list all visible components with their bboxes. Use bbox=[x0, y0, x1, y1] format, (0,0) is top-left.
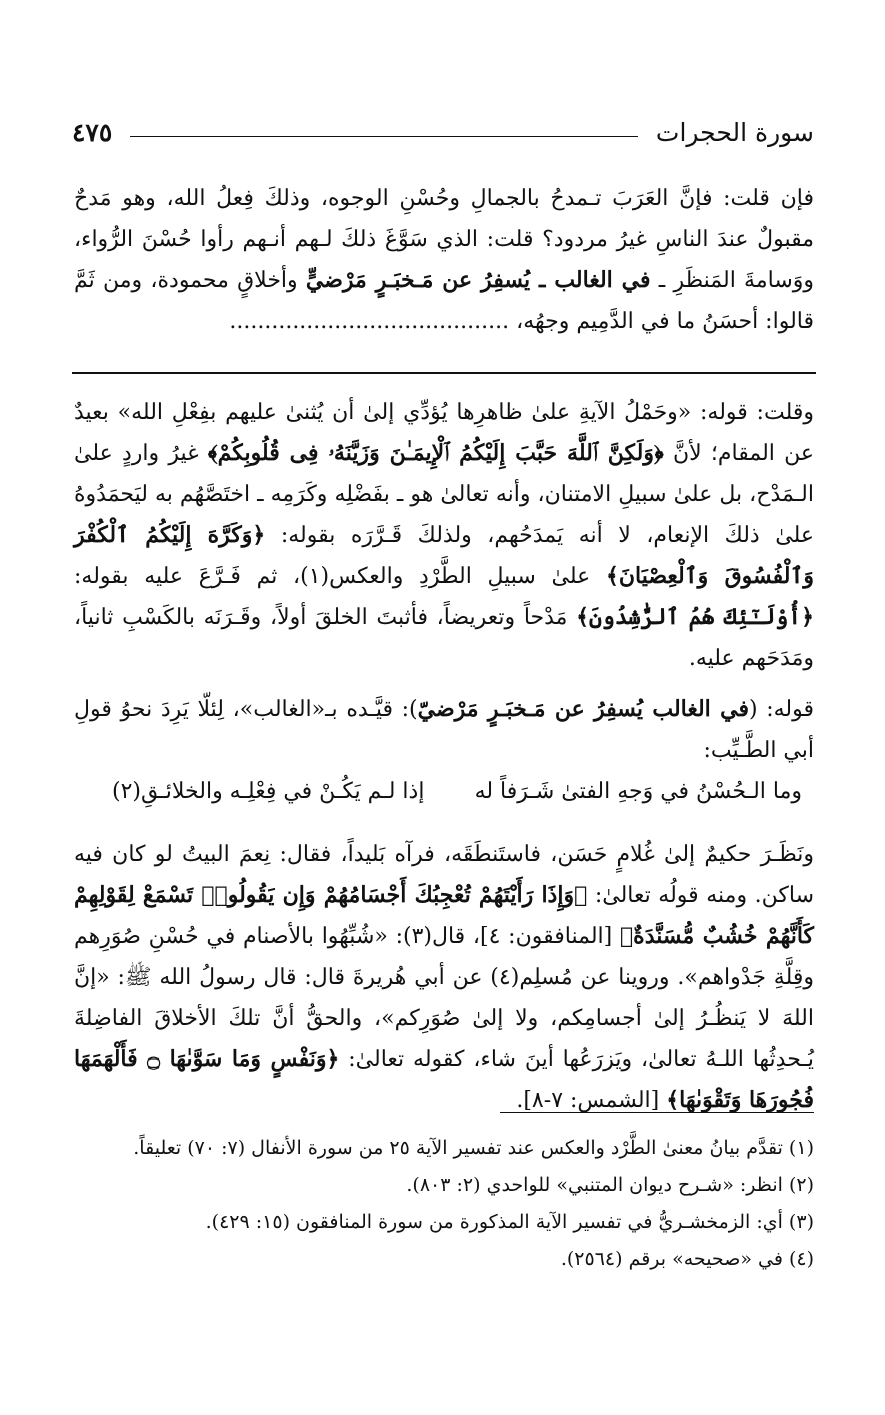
main-text-end: وأخلاقٍ محمودة، ومن ثَمَّ قالوا: أحسَنُ ما في الدَّمِيم وجهُه، ........................................ bbox=[74, 268, 814, 334]
commentary-text: [الشمس: ٧-٨]. bbox=[516, 1088, 667, 1113]
surah-title: سورة الحجرات bbox=[655, 118, 814, 147]
poem-verse bbox=[112, 772, 802, 812]
quran-verse: ﴿وَلَكِنَّ ٱللَّهَ حَبَّبَ إِلَيْكُمُ ٱلْإِيمَـٰنَ وَزَيَّنَهُۥ فِى قُلُوبِكُمْ﴾ bbox=[207, 440, 664, 466]
quran-verse: ﴿أُوْلَـٰٓئِكَ هُمُ ٱلرَّٰشِدُونَ﴾ bbox=[576, 604, 814, 630]
quran-verse: ﴿وَنَفْسٍ وَمَا سَوَّىٰهَا ۝ فَأَلْهَمَهَا فُجُورَهَا وَتَقْوَىٰهَا﴾ bbox=[74, 1046, 814, 1113]
commentary-text: غيرُ واردٍ علىٰ الـمَدْح، بل علىٰ سبيلِ الامتنان، وأنه تعالىٰ هو ـ بفَضْلِه وكَرَمِه ـ اختَصَّهُم به ليَحمَدُوهُ علىٰ ذلكَ الإنعام، لا أنه يَمدَحُهم، ولذلكَ قَـرَّرَه بقوله: bbox=[74, 441, 814, 548]
main-text bbox=[74, 178, 814, 342]
poem-hemistich-2: إذا لـم يَكُـنْ في فِعْلِـه والخلائـقِ(٢) bbox=[112, 779, 425, 804]
quoted-phrase: في الغالب يُسفِرُ عن مَـخبَـرٍ مَرْضيّ bbox=[417, 696, 749, 722]
quran-verse: ﴿وَإِذَا رَأَيْتَهُمْ تُعْجِبُكَ أَجْسَامُهُمْ وَإِن يَقُولُوا۟ تَسْمَعْ لِقَوْلِهِمْ كَأَنَّهُمْ خُشُبٌ مُّسَنَّدَةٌ﴾ bbox=[74, 882, 815, 949]
commentary-text: وقلت: قوله: «وحَمْلُ الآيةِ علىٰ ظاهرِها يُؤدِّي إلىٰ أن يُثنىٰ عليهم بفِعْلِ الله» بعيدٌ عن المقام؛ لأنَّ bbox=[74, 400, 814, 466]
commentary-continued bbox=[74, 834, 814, 1121]
footnote-2: (٢) انظر: «شـرح ديوان المتنبي» للواحدي (٢: ٨٠٣). bbox=[406, 1174, 814, 1196]
commentary-text: قوله: ( bbox=[748, 697, 814, 722]
poem-hemistich-1: وما الـحُسْنُ في وَجهِ الفتىٰ شَـرَفاً له bbox=[474, 779, 802, 804]
commentary-text: [المنافقون: ٤]، قال(٣): «شُبِّهُوا بالأصنام في حُسْنِ صُوَرِهم وقِلَّةِ جَدْواهم». وروينا عن مُسلِم(٤) عن أبي هُريرةَ قال: قال رسولُ الله ﷺ: «إنَّ اللهَ لا يَنظُـرُ إلىٰ أجسامِكم، ولا إلىٰ صُوَرِكم»، والحقُّ أنَّ تلكَ الأخلاقَ الفاضِلةَ يُـحدِثُها اللـهُ تعالىٰ، ويَزرَعُها أينَ شاء، كقوله تعالىٰ: bbox=[74, 924, 814, 1072]
footnotes bbox=[74, 1130, 814, 1278]
main-text-part: فإن قلت: فإنَّ العَرَبَ تـمدحُ بالجمالِ وحُسْنِ الوجوه، وذلكَ فِعلُ الله، وهو مَدحٌ مقبولٌ عندَ الناسِ غيرُ مردود؟ قلت: الذي سَوَّغَ ذلكَ لـهم أنـهم رأوا حُسْنَ الرُّواء، ووَسامةَ المَنظَرِ ـ bbox=[74, 186, 815, 293]
page-number: ٤٧٥ bbox=[72, 118, 113, 147]
text-divider bbox=[72, 372, 816, 374]
header-rule bbox=[130, 136, 638, 137]
commentary-paragraph bbox=[74, 392, 814, 679]
commentary-text: علىٰ سبيلِ الطَّرْدِ والعكس(١)، ثم فَـرَّعَ عليه بقوله: bbox=[74, 564, 606, 589]
main-text-bold: في الغالب ـ يُسفِرُ عن مَـخبَـرٍ مَرْضيٍّ bbox=[305, 267, 651, 293]
running-header bbox=[72, 105, 814, 145]
commentary-text: مَدْحاً وتعريضاً، فأثبتَ الخلقَ أولاً، وقَـرَنَه بالكَسْبِ ثانياً، ومَدَحَهم عليه. bbox=[74, 605, 814, 671]
quran-verse: ﴿وَكَرَّهَ إِلَيْكُمُ ٱلْكُفْرَ وَٱلْفُسُوقَ وَٱلْعِصْيَانَ﴾ bbox=[74, 522, 814, 589]
commentary bbox=[74, 392, 814, 771]
commentary-text: ونَظَـرَ حكيمٌ إلىٰ غُلامٍ حَسَن، فاستَنطَقَه، فرآه بَليداً، فقال: نِعمَ البيتُ لو كان فيه ساكن. ومنه قولُه تعالىٰ: bbox=[74, 842, 815, 908]
footnote-4: (٤) في «صحيحه» برقم (٢٥٦٤). bbox=[560, 1248, 814, 1270]
commentary-paragraph bbox=[74, 689, 814, 771]
footnote-rule bbox=[500, 1112, 814, 1113]
footnote-3: (٣) أي: الزمخشـريُّ في تفسير الآية المذكورة من سورة المنافقون (١٥: ٤٢٩). bbox=[205, 1211, 814, 1233]
footnote-1: (١) تقدَّم بيانُ معنىٰ الطَّرْد والعكس عند تفسير الآية ٢٥ من سورة الأنفال (٧: ٧٠) تعليقاً. bbox=[133, 1137, 814, 1159]
commentary-text: ): قيَّـده بـ«الغالب»، لِئلّا يَرِدَ نحوُ قولِ أبي الطَّـيِّب: bbox=[74, 697, 814, 763]
